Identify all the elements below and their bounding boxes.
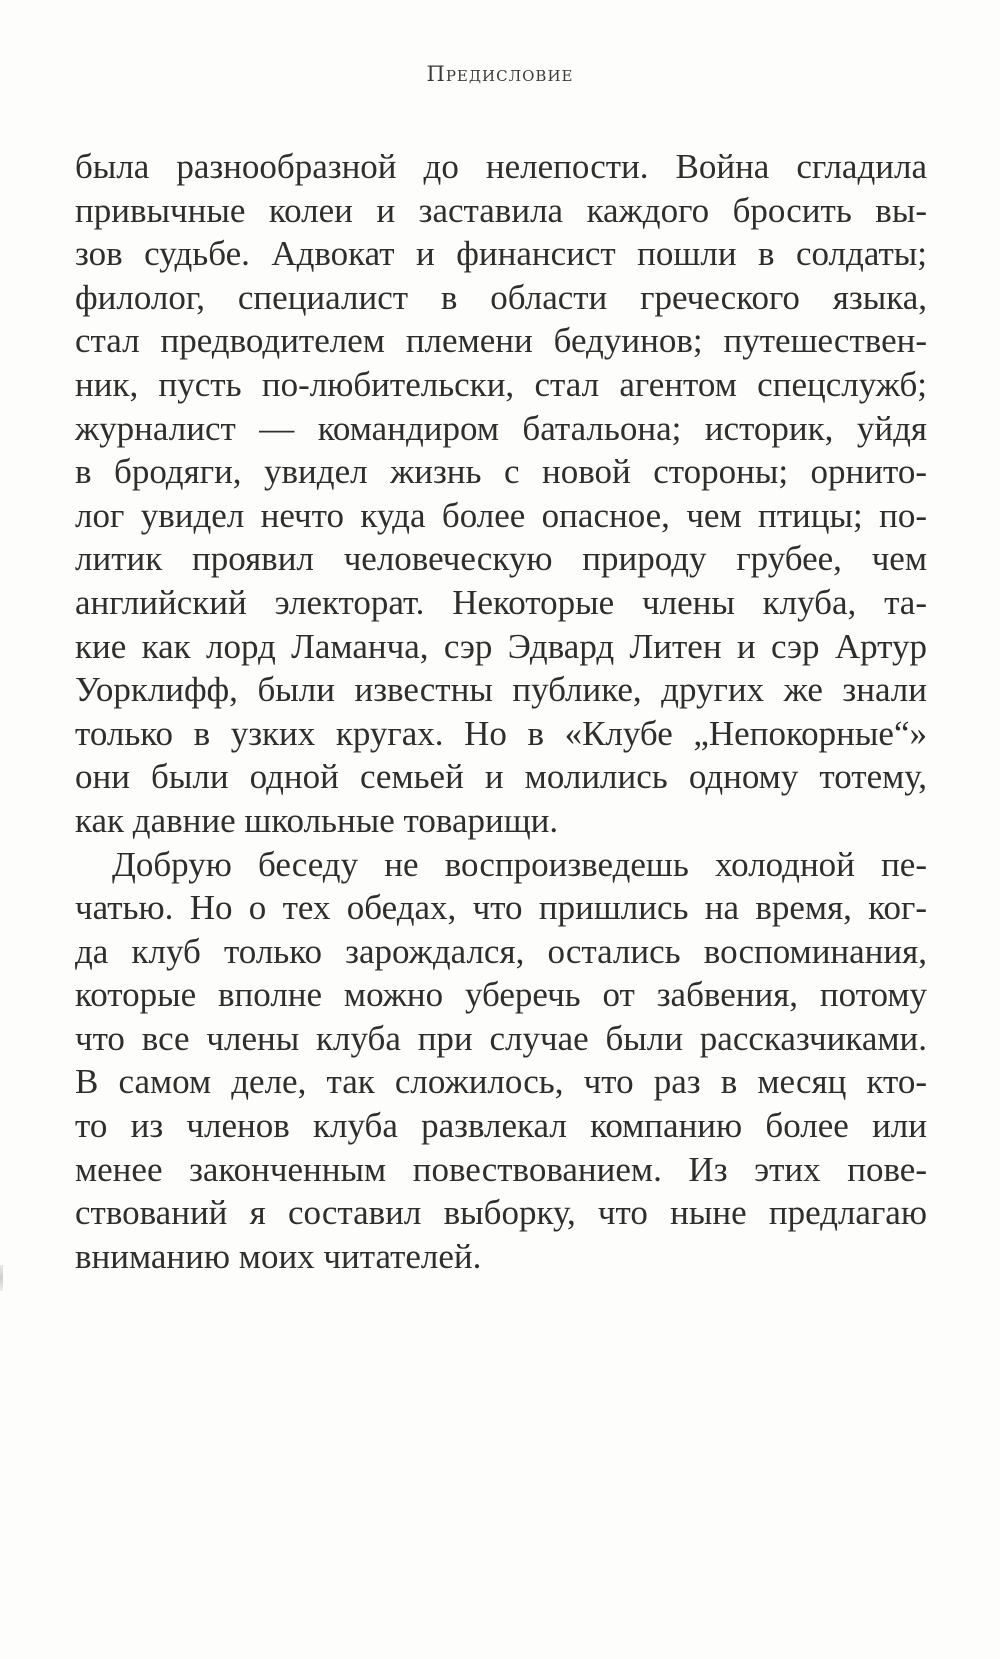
paragraph — [75, 145, 927, 843]
text-line: как давние школьные товарищи. — [75, 800, 559, 840]
text-line: ник, пусть по-любительски, стал агентом спецслужб; — [75, 364, 927, 404]
body-text — [75, 145, 927, 1278]
text-line: Добрую беседу не воспроизведешь холодной пе- — [112, 844, 927, 884]
text-line: В самом деле, так сложилось, что раз в месяц кто- — [75, 1062, 927, 1102]
text-line: литик проявил человеческую природу грубее, чем — [75, 539, 927, 579]
text-line: да клуб только зарождался, остались воспоминания, — [75, 931, 927, 971]
text-line: кие как лорд Ламанча, сэр Эдвард Литен и сэр Артур — [75, 626, 927, 666]
text-line: филолог, специалист в области греческого языка, — [75, 277, 927, 317]
text-line: была разнообразной до нелепости. Война сгладила — [75, 147, 927, 186]
text-line: лог увидел нечто куда более опасное, чем птицы; по- — [75, 495, 927, 535]
text-line: менее законченным повествованием. Из этих пове- — [75, 1149, 927, 1189]
text-line: что все члены клуба при случае были рассказчиками. — [75, 1018, 927, 1058]
text-line: они были одной семьей и молились одному тотему, — [75, 757, 927, 797]
page-edge-mark — [0, 1265, 3, 1291]
text-line: ствований я составил выборку, что ныне предлагаю — [75, 1193, 927, 1233]
paragraph — [75, 843, 927, 1279]
text-line: в бродяги, увидел жизнь с новой стороны; орнито- — [75, 452, 927, 492]
text-line: то из членов клуба развлекал компанию более или — [75, 1106, 927, 1146]
text-line: только в узких кругах. Но в «Клубе „Непокорные“» — [75, 713, 927, 753]
text-line: английский электорат. Некоторые члены клуба, та- — [75, 582, 927, 622]
text-line: Уорклифф, были известны публике, других же знали — [75, 670, 927, 710]
text-line: журналист — командиром батальона; историк, уйдя — [75, 408, 927, 448]
text-line: которые вполне можно уберечь от забвения, потому — [75, 975, 927, 1015]
running-header: Предисловие — [426, 62, 574, 86]
text-line: чатью. Но о тех обедах, что пришлись на время, ког- — [75, 888, 927, 928]
text-line: стал предводителем племени бедуинов; путешествен- — [75, 321, 927, 361]
text-line: зов судьбе. Адвокат и финансист пошли в солдаты; — [75, 234, 927, 274]
text-line: привычные колеи и заставила каждого бросить вы- — [75, 190, 927, 230]
text-line: вниманию моих читателей. — [75, 1236, 482, 1276]
